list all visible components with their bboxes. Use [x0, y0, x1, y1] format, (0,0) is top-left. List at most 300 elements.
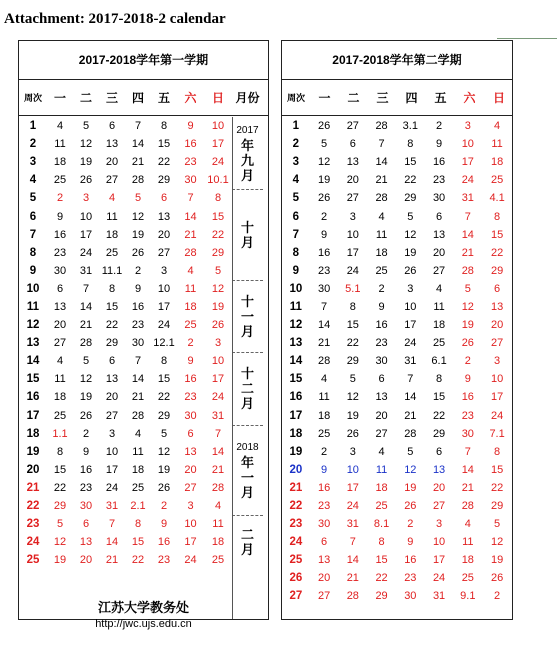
sem2-week-row [282, 226, 512, 244]
sem1-day-cell: 2 [134, 264, 142, 277]
sem2-week-row [282, 407, 512, 425]
sem2-day-cell: 2 [436, 120, 443, 133]
sem2-day-cell: 31 [461, 192, 474, 205]
sem1-day-cell: 17 [184, 536, 197, 549]
sem2-week-number: 14 [289, 355, 303, 368]
sem2-day-cell: 4 [436, 282, 443, 295]
sem2-day-cell: 25 [375, 264, 388, 277]
sem1-day-cell: 19 [53, 554, 67, 567]
sem1-week-row [19, 352, 232, 370]
sem1-day-cell: 28 [184, 246, 197, 259]
sem1-day-cell: 16 [79, 463, 93, 476]
sem2-week-number: 20 [289, 463, 303, 476]
sem2-day-cell: 10 [490, 373, 504, 386]
sem2-day-cell: 20 [317, 572, 331, 585]
sem1-day-cell: 8 [134, 518, 142, 531]
sem1-day-cell: 4 [214, 500, 222, 513]
sem1-header-5: 五 [157, 91, 170, 105]
sem2-day-cell: 26 [404, 264, 417, 277]
sem1-day-cell: 15 [211, 210, 225, 223]
sem1-day-cell: 6 [108, 120, 116, 133]
sem2-day-cell: 3 [494, 355, 501, 368]
sem2-day-cell: 21 [461, 481, 474, 494]
sem1-day-cell: 10 [211, 120, 225, 133]
sem1-week-row [19, 262, 232, 280]
sem2-week-number: 6 [292, 210, 300, 223]
sem2-week-number: 9 [292, 264, 300, 277]
sem2-day-cell: 20 [432, 481, 446, 494]
sem2-week-number: 3 [292, 156, 300, 169]
sem1-week-number: 13 [26, 337, 40, 350]
sem2-week-row [282, 533, 512, 551]
sem2-day-cell: 20 [375, 409, 388, 422]
month-label: 十 一 月 [240, 293, 254, 339]
sem1-week-number: 11 [26, 300, 40, 313]
sem1-day-cell: 13 [105, 373, 119, 386]
sem1-day-cell: 20 [157, 228, 171, 241]
sem1-week-row [19, 533, 232, 551]
sem1-week-row [19, 388, 232, 406]
sem1-day-cell: 9 [56, 210, 64, 223]
sem1-day-cell: 11.1 [101, 264, 123, 277]
sem2-day-cell: 12 [490, 536, 504, 549]
sem2-day-cell: 14 [375, 156, 388, 169]
sem2-day-cell: 30 [317, 282, 331, 295]
sem2-day-cell: 20 [346, 174, 359, 187]
sem2-week-row [282, 497, 512, 515]
semester-1-title: 2017-2018学年第一学期 [19, 41, 268, 80]
month-label: 十 二 月 [240, 366, 254, 411]
sem2-day-cell: 10 [432, 536, 446, 549]
sem2-day-cell: 25 [490, 174, 504, 187]
sem2-day-cell: 12 [404, 228, 417, 241]
sem1-day-cell: 8 [160, 355, 168, 368]
sem2-day-cell: 25 [432, 337, 446, 350]
sem2-day-cell: 29 [375, 590, 388, 603]
sem2-day-cell: 22 [375, 572, 388, 585]
sem1-day-cell: 21 [131, 391, 145, 404]
sem1-day-cell: 24 [184, 554, 197, 567]
sem1-day-cell: 11 [54, 373, 66, 386]
sem1-day-cell: 29 [157, 174, 171, 187]
sem2-week-row [282, 461, 512, 479]
sem1-day-cell: 26 [131, 246, 145, 259]
sem2-day-cell: 2 [378, 282, 385, 295]
sem2-week-number: 23 [289, 518, 303, 531]
sem1-day-cell: 14 [211, 445, 225, 458]
sem2-day-cell: 25 [317, 427, 331, 440]
sem2-day-cell: 13 [346, 156, 359, 169]
sem1-week-number: 7 [29, 228, 37, 241]
sem2-day-cell: 30 [404, 590, 417, 603]
sem1-day-cell: 12 [53, 536, 67, 549]
sem2-week-number: 16 [289, 391, 303, 404]
sem2-day-cell: 22 [490, 246, 504, 259]
sem2-week-number: 1 [292, 120, 300, 133]
sem2-day-cell: 23 [404, 572, 417, 585]
sem1-day-cell: 23 [157, 554, 171, 567]
sem1-day-cell: 23 [184, 156, 197, 169]
sem2-week-row [282, 207, 512, 225]
sem2-day-cell: 4 [378, 445, 385, 458]
sem2-week-number: 26 [289, 572, 303, 585]
sem2-day-cell: 8.1 [373, 518, 390, 531]
sem1-day-cell: 8 [214, 192, 222, 205]
sem2-day-cell: 8 [494, 445, 501, 458]
sem2-week-row [282, 569, 512, 587]
sem2-week-row [282, 479, 512, 497]
sem2-day-cell: 17 [490, 391, 504, 404]
sem2-day-cell: 28 [375, 120, 388, 133]
sem2-day-cell: 4 [321, 373, 328, 386]
sem2-week-row [282, 587, 512, 605]
sem2-day-cell: 29 [490, 500, 504, 513]
sem2-week-row [282, 153, 512, 171]
sem2-header-7: 日 [492, 91, 505, 105]
sem2-day-cell: 16 [404, 554, 417, 567]
sem2-day-cell: 11 [491, 138, 503, 151]
sem2-day-cell: 27 [346, 192, 359, 205]
sem1-day-cell: 5 [82, 355, 90, 368]
sem2-day-cell: 23 [432, 174, 446, 187]
sem2-day-cell: 20 [432, 246, 446, 259]
attachment-title: Attachment: 2017-2018-2 calendar [4, 11, 226, 27]
sem2-day-cell: 6 [378, 373, 385, 386]
sem2-day-cell: 8 [378, 536, 385, 549]
sem1-day-cell: 6 [82, 518, 90, 531]
sem2-day-cell: 18 [317, 409, 331, 422]
sem1-day-cell: 22 [157, 156, 171, 169]
sem1-day-cell: 15 [157, 138, 171, 151]
sem2-day-cell: 22 [346, 337, 359, 350]
sem1-week-number: 20 [26, 463, 40, 476]
sem2-week-number: 18 [289, 427, 303, 440]
sem2-day-cell: 9 [321, 463, 328, 476]
sem1-day-cell: 20 [53, 319, 67, 332]
sem1-week-row [19, 443, 232, 461]
sem2-day-cell: 15 [432, 391, 446, 404]
sem2-week-row [282, 117, 512, 135]
sem1-day-cell: 14 [131, 138, 145, 151]
sem2-day-cell: 19 [461, 319, 474, 332]
sem1-week-row [19, 515, 232, 533]
month-divider [232, 280, 263, 281]
sem2-day-cell: 2 [494, 590, 501, 603]
sem2-week-number: 17 [289, 409, 303, 422]
sem2-day-cell: 6.1 [431, 355, 447, 368]
sem2-week-number: 12 [289, 319, 303, 332]
sem1-day-cell: 15 [53, 463, 67, 476]
sem2-header-6: 六 [463, 91, 476, 105]
sem1-day-cell: 23 [184, 391, 197, 404]
sem1-day-cell: 9 [187, 355, 194, 368]
sem2-day-cell: 30 [432, 192, 446, 205]
sem1-day-cell: 23 [131, 319, 145, 332]
sem2-day-cell: 7 [378, 138, 385, 151]
sem1-day-cell: 17 [211, 138, 225, 151]
sem1-day-cell: 21 [184, 228, 197, 241]
sem1-day-cell: 13 [79, 536, 93, 549]
sem2-day-cell: 5 [321, 138, 328, 151]
sem2-day-cell: 28 [461, 264, 474, 277]
sem2-day-cell: 14 [317, 319, 331, 332]
sem1-day-cell: 4 [134, 427, 142, 440]
sem1-day-cell: 19 [131, 228, 145, 241]
sem2-week-number: 25 [289, 554, 303, 567]
sem1-day-cell: 24 [157, 319, 171, 332]
sem1-day-cell: 7 [82, 282, 90, 295]
sem1-week-row [19, 551, 232, 569]
sem1-day-cell: 15 [105, 300, 119, 313]
sem2-week-number: 10 [289, 282, 303, 295]
sem1-week-number: 5 [29, 192, 37, 205]
footer [18, 597, 269, 630]
sem2-day-cell: 18 [432, 319, 446, 332]
sem1-week-number: 6 [29, 210, 37, 223]
sem1-day-cell: 31 [211, 409, 225, 422]
sem2-day-cell: 28 [317, 355, 331, 368]
sem1-day-cell: 24 [211, 156, 225, 169]
sem2-day-cell: 10 [461, 138, 474, 151]
sem2-day-cell: 27 [346, 120, 359, 133]
sem2-day-cell: 16 [461, 391, 474, 404]
sem1-day-cell: 24 [105, 481, 119, 494]
sem2-week-number: 19 [289, 445, 303, 458]
sem2-day-cell: 24 [346, 500, 359, 513]
sem2-day-cell: 24 [432, 572, 446, 585]
sem1-day-cell: 18 [105, 228, 119, 241]
sem1-day-cell: 21 [211, 463, 225, 476]
sem1-day-cell: 11 [132, 445, 144, 458]
sem2-day-cell: 8 [494, 210, 501, 223]
sem1-day-cell: 25 [53, 409, 67, 422]
sem1-week-row [19, 226, 232, 244]
sem2-day-cell: 9.1 [460, 590, 476, 603]
sem1-day-cell: 22 [131, 554, 145, 567]
sem2-day-cell: 19 [346, 409, 359, 422]
sem1-day-cell: 21 [105, 554, 119, 567]
sem2-day-cell: 15 [375, 554, 388, 567]
sem2-day-cell: 9 [407, 536, 414, 549]
sem2-day-cell: 26 [404, 500, 417, 513]
sem1-day-cell: 8 [160, 120, 168, 133]
sem2-day-cell: 12 [346, 391, 359, 404]
month-divider [232, 352, 263, 353]
sem1-day-cell: 22 [157, 391, 171, 404]
sem1-day-cell: 24 [79, 246, 93, 259]
sem1-week-row [19, 316, 232, 334]
sem1-week-number: 3 [29, 156, 37, 169]
sem2-day-cell: 19 [490, 554, 504, 567]
sem2-day-cell: 30 [375, 355, 388, 368]
sem1-day-cell: 9 [187, 120, 194, 133]
sem2-day-cell: 3 [436, 518, 443, 531]
sem2-week-row [282, 189, 512, 207]
sem1-day-cell: 21 [131, 156, 145, 169]
sem2-day-cell: 6 [349, 138, 356, 151]
sem1-day-cell: 3 [214, 337, 222, 350]
sem2-day-cell: 7 [321, 300, 328, 313]
sem1-day-cell: 6 [108, 355, 116, 368]
sem1-day-cell: 17 [79, 228, 93, 241]
sem1-day-cell: 14 [105, 536, 119, 549]
sem1-day-cell: 25 [53, 174, 67, 187]
sem1-day-cell: 15 [157, 373, 171, 386]
sem1-week-row [19, 153, 232, 171]
sem1-day-cell: 30 [53, 264, 67, 277]
month-divider [232, 515, 263, 516]
sem1-week-number: 8 [29, 246, 37, 259]
sem2-day-cell: 17 [432, 554, 446, 567]
sem1-day-cell: 26 [79, 409, 93, 422]
sem2-week-row [282, 316, 512, 334]
sem2-day-cell: 25 [461, 572, 474, 585]
sem1-day-cell: 17 [211, 373, 225, 386]
sem2-day-cell: 31 [346, 518, 359, 531]
sem1-day-cell: 20 [79, 554, 93, 567]
sem1-week-number: 21 [26, 481, 40, 494]
sem1-day-cell: 19 [211, 300, 225, 313]
sem2-day-cell: 4 [378, 210, 385, 223]
sem2-day-cell: 11 [318, 391, 330, 404]
sem2-day-cell: 13 [432, 463, 446, 476]
sem2-week-number: 8 [292, 246, 300, 259]
sem1-day-cell: 23 [53, 246, 67, 259]
sem2-week-number: 15 [289, 373, 303, 386]
sem1-day-cell: 13 [105, 138, 119, 151]
sem1-day-cell: 19 [157, 463, 171, 476]
sem1-day-cell: 8 [108, 282, 116, 295]
sem2-day-cell: 26 [346, 427, 359, 440]
sem2-day-cell: 18 [375, 246, 388, 259]
sem1-day-cell: 16 [131, 300, 145, 313]
sem2-day-cell: 26 [317, 192, 331, 205]
sem1-day-cell: 2 [82, 427, 90, 440]
sem1-day-cell: 29 [211, 246, 225, 259]
sem1-day-cell: 20 [184, 463, 197, 476]
sem2-day-cell: 30 [461, 427, 474, 440]
sem2-day-cell: 12 [461, 300, 474, 313]
sem1-day-cell: 5 [82, 120, 90, 133]
sem1-week-number: 23 [26, 518, 40, 531]
sem1-day-cell: 30 [184, 409, 197, 422]
sem2-day-cell: 6 [494, 282, 501, 295]
sem2-header-3: 三 [376, 91, 389, 105]
sem2-day-cell: 29 [490, 264, 504, 277]
semester-1-panel [18, 40, 269, 620]
sem2-day-cell: 24 [490, 409, 504, 422]
sem2-week-number: 21 [289, 481, 303, 494]
sem2-week-row [282, 262, 512, 280]
sem1-week-row [19, 135, 232, 153]
sem1-day-cell: 2 [56, 192, 64, 205]
semester-1-header-row [19, 81, 268, 116]
month-column-divider [232, 117, 233, 619]
month-divider [232, 189, 263, 190]
sem1-day-cell: 31 [105, 500, 119, 513]
sem2-day-cell: 5 [407, 210, 414, 223]
sem1-day-cell: 4 [187, 264, 194, 277]
sem2-day-cell: 7 [464, 210, 471, 223]
office-url: http://jwc.ujs.edu.cn [95, 618, 192, 630]
sem2-day-cell: 27 [317, 590, 331, 603]
sem2-day-cell: 8 [436, 373, 443, 386]
sem1-header-1: 一 [53, 91, 66, 105]
sem2-week-number: 4 [292, 174, 300, 187]
sem1-week-row [19, 171, 232, 189]
sem1-week-number: 10 [26, 282, 40, 295]
sem2-day-cell: 22 [432, 409, 446, 422]
sem1-day-cell: 25 [131, 481, 145, 494]
month-label: 2017 年 九 月 [236, 125, 259, 184]
sem1-header-0: 周次 [23, 93, 42, 103]
sem1-day-cell: 5 [56, 518, 64, 531]
sem2-week-row [282, 298, 512, 316]
sem1-day-cell: 28 [131, 409, 145, 422]
sem2-day-cell: 28 [404, 427, 417, 440]
sem2-day-cell: 2 [407, 518, 414, 531]
sem1-week-row [19, 497, 232, 515]
sem2-day-cell: 5 [494, 518, 501, 531]
sem1-day-cell: 23 [79, 481, 93, 494]
sem2-week-number: 5 [292, 192, 300, 205]
sem2-day-cell: 24 [404, 337, 417, 350]
sem1-week-number: 2 [29, 138, 37, 151]
sem1-day-cell: 21 [79, 319, 93, 332]
sem2-week-number: 24 [289, 536, 303, 549]
sem1-day-cell: 14 [79, 300, 93, 313]
sem2-day-cell: 15 [346, 319, 359, 332]
sem1-week-number: 18 [26, 427, 40, 440]
sem2-day-cell: 7 [349, 536, 356, 549]
sem1-week-number: 1 [29, 120, 37, 133]
sem2-week-row [282, 334, 512, 352]
sem1-week-row [19, 298, 232, 316]
sem2-day-cell: 4.1 [489, 192, 505, 205]
sem2-day-cell: 10 [346, 463, 359, 476]
sem1-week-number: 22 [26, 500, 40, 513]
sem2-week-row [282, 135, 512, 153]
sem2-week-number: 11 [289, 300, 302, 313]
sem1-week-row [19, 425, 232, 443]
month-label: 十 月 [240, 219, 254, 250]
sem2-day-cell: 23 [375, 337, 388, 350]
sem2-day-cell: 21 [375, 174, 388, 187]
sem1-day-cell: 7 [214, 427, 222, 440]
sem1-day-cell: 10 [105, 445, 119, 458]
sem2-week-number: 7 [292, 228, 300, 241]
sem1-day-cell: 10 [79, 210, 93, 223]
sem2-day-cell: 9 [436, 138, 443, 151]
sem1-day-cell: 18 [53, 391, 67, 404]
sem1-day-cell: 11 [106, 210, 118, 223]
sem2-day-cell: 25 [375, 500, 388, 513]
sem1-day-cell: 16 [184, 373, 197, 386]
sem1-day-cell: 2 [187, 337, 194, 350]
sem1-day-cell: 15 [131, 536, 145, 549]
sem2-day-cell: 5 [464, 282, 471, 295]
sem2-day-cell: 19 [404, 481, 417, 494]
sem2-day-cell: 13 [490, 300, 504, 313]
sem2-day-cell: 28 [346, 590, 359, 603]
sem1-week-row [19, 334, 232, 352]
sem1-day-cell: 25 [184, 319, 197, 332]
sem2-day-cell: 23 [317, 264, 331, 277]
sem2-day-cell: 23 [461, 409, 474, 422]
sem2-day-cell: 27 [432, 500, 446, 513]
sem1-day-cell: 3 [160, 264, 168, 277]
semester-2-header-row [282, 81, 512, 116]
